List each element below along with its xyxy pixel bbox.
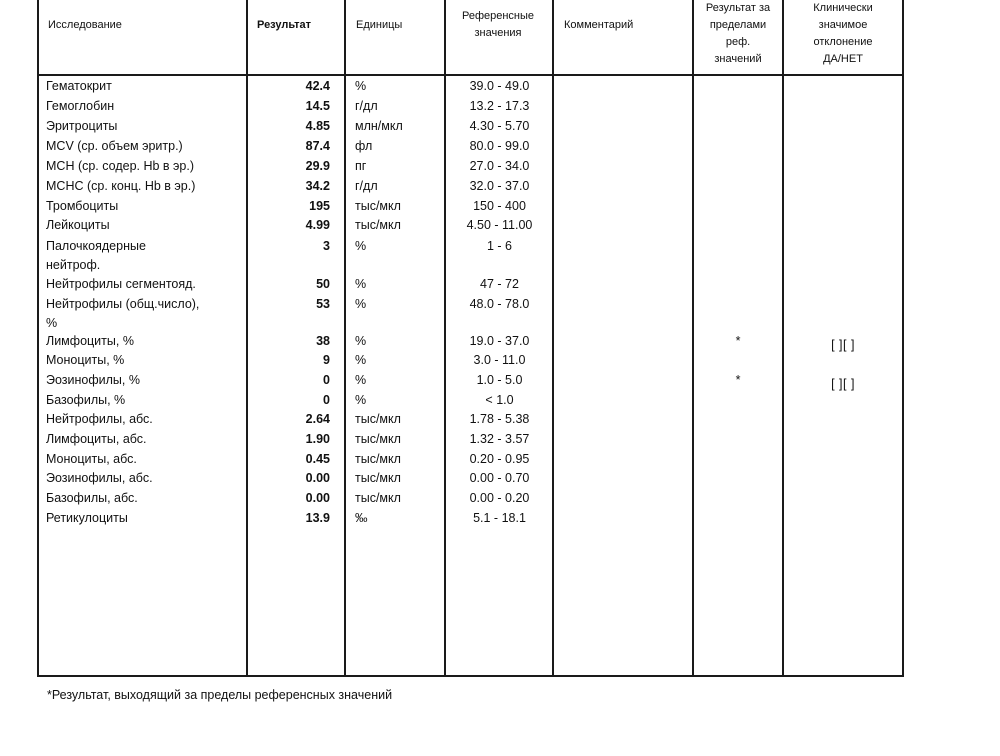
test-reference: 80.0 - 99.0 [469,139,530,153]
test-reference: 0.20 - 0.95 [469,452,530,466]
header-out-of-range-line: пределами [709,19,767,31]
test-name: MCHC (ср. конц. Hb в эр.) [46,179,196,193]
test-name: Нейтрофилы, абс. [46,412,153,426]
header-clinical-line: Клинически [813,2,873,14]
test-name: Гемоглобин [46,99,115,113]
test-result: 4.85 [305,119,330,133]
test-name: Нейтрофилы сегментояд. [46,277,196,291]
test-result: 9 [323,353,330,367]
test-unit: тыс/мкл [355,491,401,505]
test-unit: тыс/мкл [355,412,401,426]
test-result: 2.64 [305,412,330,426]
test-result: 3 [323,239,330,253]
test-reference: 4.50 - 11.00 [466,218,533,232]
test-reference: 5.1 - 18.1 [473,511,526,525]
test-unit: % [355,277,367,291]
test-name-line: Палочкоядерные [46,239,146,253]
test-unit: пг [355,159,367,173]
test-reference: 1.78 - 5.38 [469,412,530,426]
test-name: Эозинофилы, абс. [46,471,153,485]
header-out-of-range [694,0,782,68]
test-reference: 1.32 - 3.57 [469,432,530,446]
column-divider-units [344,0,346,677]
test-name: Базофилы, % [46,393,126,407]
test-reference: 150 - 400 [473,199,526,213]
test-reference: 0.00 - 0.70 [469,471,530,485]
test-reference: 13.2 - 17.3 [469,99,530,113]
table-border-left [37,0,39,677]
test-result: 34.2 [305,179,330,193]
test-result: 53 [316,297,330,311]
test-name [46,295,236,333]
test-result: 0 [323,393,330,407]
header-reference [446,8,550,42]
test-result: 13.9 [305,511,330,525]
test-reference: 1 - 6 [486,239,512,253]
test-result: 195 [309,199,330,213]
clinical-flag-checkboxes[interactable]: [ ][ ] [831,338,855,352]
test-reference: 39.0 - 49.0 [469,79,530,93]
test-result: 14.5 [305,99,330,113]
test-name: Лейкоциты [46,218,110,232]
test-name: Базофилы, абс. [46,491,138,505]
header-clinical-line: ДА/НЕТ [823,53,863,65]
test-unit: тыс/мкл [355,199,401,213]
header-comment: Комментарий [564,19,634,31]
test-result: 0.00 [305,471,330,485]
header-result: Результат [257,19,312,31]
test-reference: 0.00 - 0.20 [469,491,530,505]
test-name: MCV (ср. объем эритр.) [46,139,183,153]
test-name: Эритроциты [46,119,118,133]
header-clinical-line: значимое [818,19,868,31]
out-of-range-mark: * [735,334,741,348]
out-of-range-mark: * [735,373,741,387]
test-unit: % [355,297,367,311]
test-result: 0.00 [305,491,330,505]
test-name: Ретикулоциты [46,511,128,525]
column-divider-result [246,0,248,677]
test-reference: < 1.0 [485,393,514,407]
test-unit: тыс/мкл [355,471,401,485]
header-clinical [784,0,902,68]
test-unit: % [355,79,367,93]
test-result: 4.99 [305,218,330,232]
test-reference: 3.0 - 11.0 [473,353,526,367]
header-clinical-line: отклонение [813,36,873,48]
header-reference-line: Референсные [461,10,535,22]
test-name: Гематокрит [46,79,112,93]
test-reference: 4.30 - 5.70 [469,119,530,133]
test-name-line: нейтроф. [46,258,101,272]
test-result: 0 [323,373,330,387]
test-unit: ‰ [355,511,368,525]
test-reference: 48.0 - 78.0 [469,297,530,311]
test-reference: 1.0 - 5.0 [476,373,523,387]
test-unit: тыс/мкл [355,218,401,232]
test-result: 1.90 [305,432,330,446]
table-border-bottom [37,675,903,677]
test-result: 0.45 [305,452,330,466]
test-name-line: % [46,316,58,330]
test-name: Моноциты, % [46,353,125,367]
test-reference: 19.0 - 37.0 [469,334,530,348]
test-result: 87.4 [305,139,330,153]
header-out-of-range-line: Результат за [705,2,771,14]
test-reference: 32.0 - 37.0 [469,179,530,193]
header-out-of-range-line: реф. [725,36,751,48]
test-name: Тромбоциты [46,199,119,213]
test-result: 38 [316,334,330,348]
test-reference: 27.0 - 34.0 [469,159,530,173]
test-reference: 47 - 72 [480,277,519,291]
test-name [46,237,236,275]
header-reference-line: значения [474,27,522,39]
table-border-right [902,0,904,677]
test-unit: % [355,393,367,407]
test-unit: млн/мкл [355,119,403,133]
header-out-of-range-line: значений [714,53,762,65]
test-unit: г/дл [355,179,378,193]
test-name: Лимфоциты, % [46,334,134,348]
test-result: 50 [316,277,330,291]
test-name: Моноциты, абс. [46,452,137,466]
test-unit: фл [355,139,373,153]
test-unit: тыс/мкл [355,452,401,466]
test-name-line: Нейтрофилы (общ.число), [46,297,200,311]
test-unit: г/дл [355,99,378,113]
column-divider-comment [552,0,554,677]
footnote: *Результат, выходящий за пределы референсных значений [47,688,393,702]
test-result: 29.9 [305,159,330,173]
test-name: Лимфоциты, абс. [46,432,147,446]
header-divider [37,74,903,76]
test-unit: % [355,239,367,253]
test-name: Эозинофилы, % [46,373,140,387]
test-unit: % [355,334,367,348]
test-unit: % [355,353,367,367]
test-name: MCH (ср. содер. Hb в эр.) [46,159,194,173]
test-result: 42.4 [305,79,330,93]
clinical-flag-checkboxes[interactable]: [ ][ ] [831,377,855,391]
test-unit: % [355,373,367,387]
header-units: Единицы [356,19,403,31]
test-unit: тыс/мкл [355,432,401,446]
header-test: Исследование [48,19,122,31]
